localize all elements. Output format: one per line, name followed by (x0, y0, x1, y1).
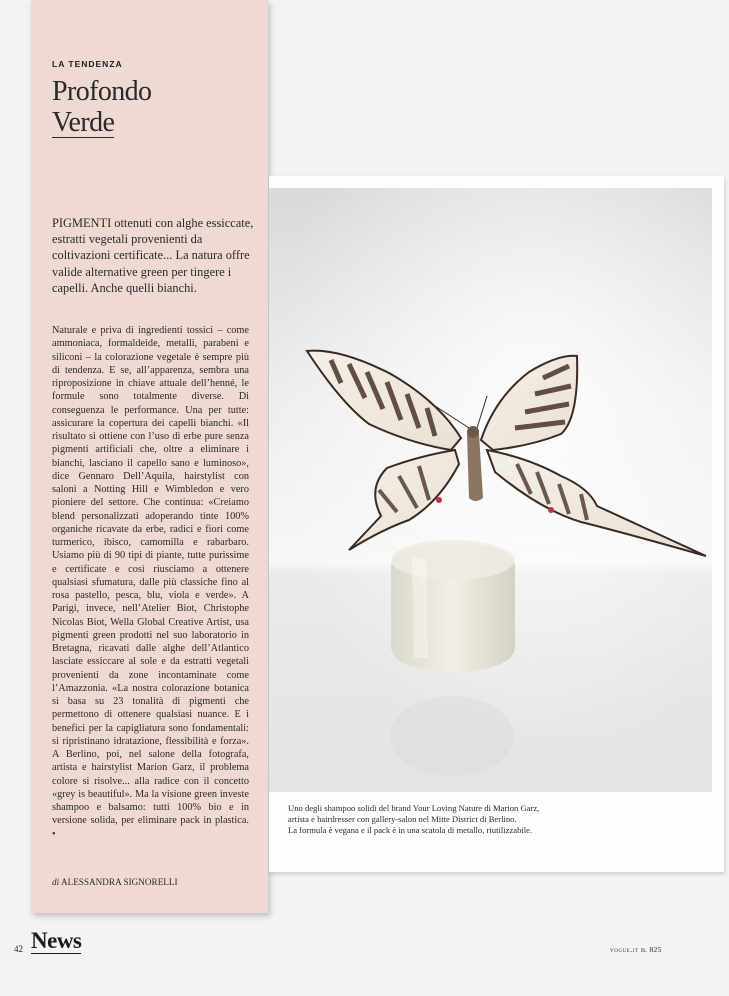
photo-card (269, 176, 724, 872)
butterfly-photo (269, 188, 712, 792)
folio-issue: n. 825 (640, 945, 662, 954)
section-title: News (31, 928, 82, 953)
issue-folio (610, 945, 662, 954)
shampoo-bar (390, 540, 515, 776)
article-byline (52, 877, 178, 887)
folio-site: vogue.it (610, 946, 639, 954)
photo-caption (288, 803, 708, 836)
article-panel (31, 0, 268, 913)
article-body: Naturale e priva di ingredienti tossici – come ammoniaca, formaldeide, metalli, parabeni e siliconi – la colorazione vegetale è sempre più di tendenza. E se, all’apparenza, sembra una riproposizione in chiave attuale dell’henné, le formule sono totalmente diverse. Di conseguenza le performance. Una per tutte: assicurare la copertura dei capelli bianchi. «Il risultato si ottiene con l’uso di erbe pure senza pigmenti artificiali che, oltre a eliminare i bianchi, lasciano il capello sano e luminoso», dice Gennaro Dell’Aquila, hairstylist con saloni a Notting Hill e Wimbledon e vero pioniere del settore. Che continua: «Creiamo blend personalizzati adoperando tinte 100% organiche ricavate da erbe, radici e fiori come turmerico, ibisco, camomilla e rabarbaro. Usiamo più di 90 tipi di piante, tutte purissime e certificate e così riusciamo a ottenere qualsiasi sfumatura, dalle più classiche fino al rosa pastello, pesca, blu, viola e verde». A Parigi, invece, nell’Atelier Biot, Christophe Nicolas Biot, Wella Global Creative Artist, usa pigmenti green prodotti nel suo laboratorio in Bretagna, ricavati dalle alghe dell’Atlantico lasciate essiccare al sole e da estratti vegetali provenienti da zone incontaminate come l’Amazzonia. «La nostra colorazione botanica si basa su 23 tonalità di pigmenti che permettono di ottenere qualsiasi nuance. E i benefici per la capigliatura sono fondamentali: si ripristinano idratazione, flessibilità e forza». A Berlino, poi, nel salone della fotografa, artista e hairstylist Marion Garz, il problema colore si risolve... alla radice con il concetto «grey is beautiful». Ma la visione green investe shampoo e balsamo: tutti 100% bio e in versione solida, per eliminare pack in plastica. • (52, 325, 249, 840)
article-kicker: LA TENDENZA (52, 59, 123, 69)
title-line-2: Verde (52, 107, 115, 138)
article-lead: PIGMENTI ottenuti con alghe essiccate, estratti vegetali provenienti da coltivazioni certificate... La natura offre valide alternative green per tingere i capelli. Anche quelli bianchi. (52, 216, 254, 295)
title-line-1: Profondo (52, 76, 152, 107)
byline-author: ALESSANDRA SIGNORELLI (60, 877, 178, 887)
page-number: 42 (14, 944, 23, 954)
caption-line-2: artista e hairdresser con gallery-salon nel Mitte District di Berlino. (288, 814, 517, 824)
caption-line-3: La formula è vegana e il pack è in una scatola di metallo, riutilizzabile. (288, 825, 533, 835)
article-title (52, 76, 151, 138)
butterfly-shampoo-illustration (269, 188, 712, 792)
byline-prefix: di (52, 877, 60, 887)
caption-line-1: Uno degli shampoo solidi del brand Your Loving Nature di Marion Garz, (288, 803, 540, 813)
